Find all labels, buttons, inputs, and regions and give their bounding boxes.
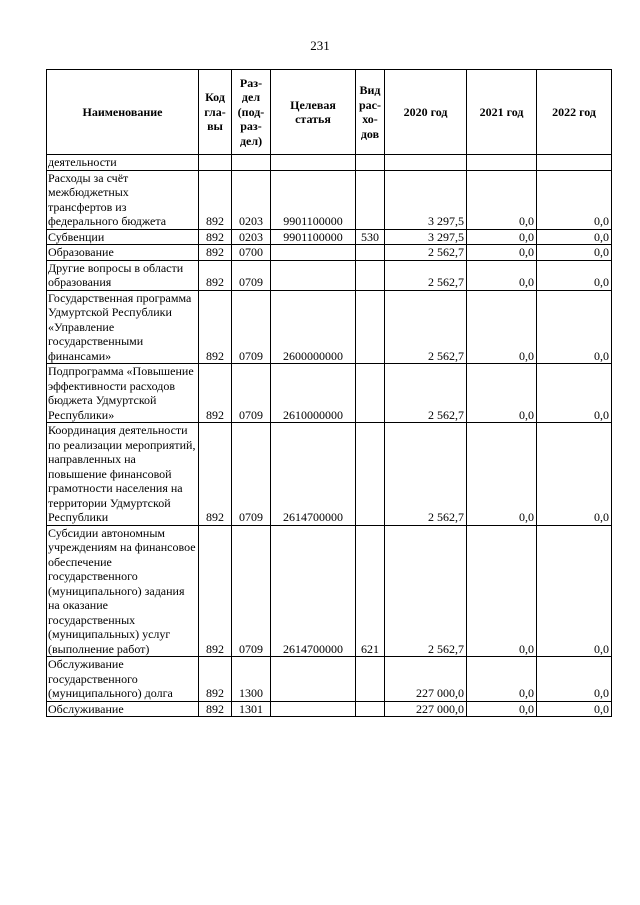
cell-name: Подпрограмма «Повышение эффективности расходов бюджета Удмуртской Республики» [47,364,199,423]
table-row [47,260,612,290]
cell-2022 [537,155,612,171]
cell-expense-type [356,260,385,290]
cell-target [271,155,356,171]
cell-2022: 0,0 [537,701,612,717]
cell-2022: 0,0 [537,260,612,290]
cell-target: 9901100000 [271,170,356,229]
cell-2022: 0,0 [537,423,612,526]
cell-name: Государственная программа Удмуртской Республики «Управление государственными финансами» [47,290,199,364]
cell-2022: 0,0 [537,364,612,423]
cell-2021: 0,0 [467,229,537,245]
cell-section: 0700 [232,245,271,261]
cell-2020: 2 562,7 [385,364,467,423]
header-year-2020: 2020 год [385,70,467,155]
cell-2020: 2 562,7 [385,260,467,290]
cell-2020: 227 000,0 [385,701,467,717]
cell-2022: 0,0 [537,245,612,261]
cell-chapter: 892 [199,423,232,526]
cell-chapter: 892 [199,170,232,229]
cell-2022: 0,0 [537,290,612,364]
cell-2021: 0,0 [467,170,537,229]
cell-section: 1300 [232,657,271,702]
cell-target: 2610000000 [271,364,356,423]
cell-expense-type [356,423,385,526]
table-row [47,525,612,657]
cell-expense-type: 621 [356,525,385,657]
cell-2022: 0,0 [537,657,612,702]
cell-name: Другие вопросы в области образования [47,260,199,290]
cell-target: 2600000000 [271,290,356,364]
cell-name: Образование [47,245,199,261]
cell-2021: 0,0 [467,245,537,261]
budget-table [46,69,612,717]
cell-section [232,155,271,171]
cell-section: 0203 [232,229,271,245]
cell-section: 0709 [232,423,271,526]
cell-expense-type [356,170,385,229]
header-target-article: Целевая статья [271,70,356,155]
cell-target: 2614700000 [271,423,356,526]
cell-2021: 0,0 [467,701,537,717]
cell-2021: 0,0 [467,260,537,290]
table-row [47,290,612,364]
cell-expense-type [356,155,385,171]
table-row [47,245,612,261]
cell-chapter: 892 [199,290,232,364]
header-name: Наименование [47,70,199,155]
cell-2022: 0,0 [537,229,612,245]
cell-target [271,657,356,702]
table-row [47,155,612,171]
cell-target [271,701,356,717]
cell-name: Субсидии автономным учреждениям на финансовое обеспечение государственного (муниципального) задания на оказание государственных (муниципальных) услуг (выполнение работ) [47,525,199,657]
cell-target: 9901100000 [271,229,356,245]
cell-section: 0709 [232,260,271,290]
cell-chapter: 892 [199,657,232,702]
cell-name: Координация деятельности по реализации мероприятий, направленных на повышение финансовой грамотности населения на территории Удмуртской Республики [47,423,199,526]
cell-target: 2614700000 [271,525,356,657]
page-number: 231 [310,38,330,53]
cell-chapter: 892 [199,525,232,657]
cell-chapter: 892 [199,245,232,261]
table-row [47,423,612,526]
cell-2021: 0,0 [467,364,537,423]
cell-section: 1301 [232,701,271,717]
cell-2021: 0,0 [467,657,537,702]
cell-2022: 0,0 [537,525,612,657]
cell-name: деятельности [47,155,199,171]
cell-2020: 2 562,7 [385,525,467,657]
cell-expense-type: 530 [356,229,385,245]
table-row [47,657,612,702]
header-section: Раз-дел (под-раз-дел) [232,70,271,155]
cell-chapter: 892 [199,364,232,423]
cell-target [271,245,356,261]
cell-2020 [385,155,467,171]
cell-2021: 0,0 [467,525,537,657]
cell-2020: 3 297,5 [385,229,467,245]
cell-2021 [467,155,537,171]
cell-expense-type [356,701,385,717]
cell-2020: 3 297,5 [385,170,467,229]
cell-2021: 0,0 [467,290,537,364]
table-row [47,229,612,245]
cell-section: 0709 [232,364,271,423]
cell-target [271,260,356,290]
cell-chapter: 892 [199,701,232,717]
cell-expense-type [356,290,385,364]
cell-2020: 2 562,7 [385,423,467,526]
cell-2020: 2 562,7 [385,245,467,261]
cell-chapter [199,155,232,171]
cell-chapter: 892 [199,229,232,245]
cell-2021: 0,0 [467,423,537,526]
cell-expense-type [356,245,385,261]
header-expense-type: Вид рас-хо-дов [356,70,385,155]
table-row [47,364,612,423]
cell-name: Расходы за счёт межбюджетных трансфертов из федерального бюджета [47,170,199,229]
cell-section: 0203 [232,170,271,229]
header-row [47,70,612,155]
cell-section: 0709 [232,290,271,364]
header-chapter-code: Код гла-вы [199,70,232,155]
cell-expense-type [356,364,385,423]
header-year-2022: 2022 год [537,70,612,155]
cell-chapter: 892 [199,260,232,290]
cell-2020: 227 000,0 [385,657,467,702]
cell-2020: 2 562,7 [385,290,467,364]
header-year-2021: 2021 год [467,70,537,155]
table-row [47,170,612,229]
cell-name: Обслуживание государственного (муниципального) долга [47,657,199,702]
cell-section: 0709 [232,525,271,657]
cell-expense-type [356,657,385,702]
cell-name: Субвенции [47,229,199,245]
cell-2022: 0,0 [537,170,612,229]
table-row [47,701,612,717]
cell-name: Обслуживание [47,701,199,717]
